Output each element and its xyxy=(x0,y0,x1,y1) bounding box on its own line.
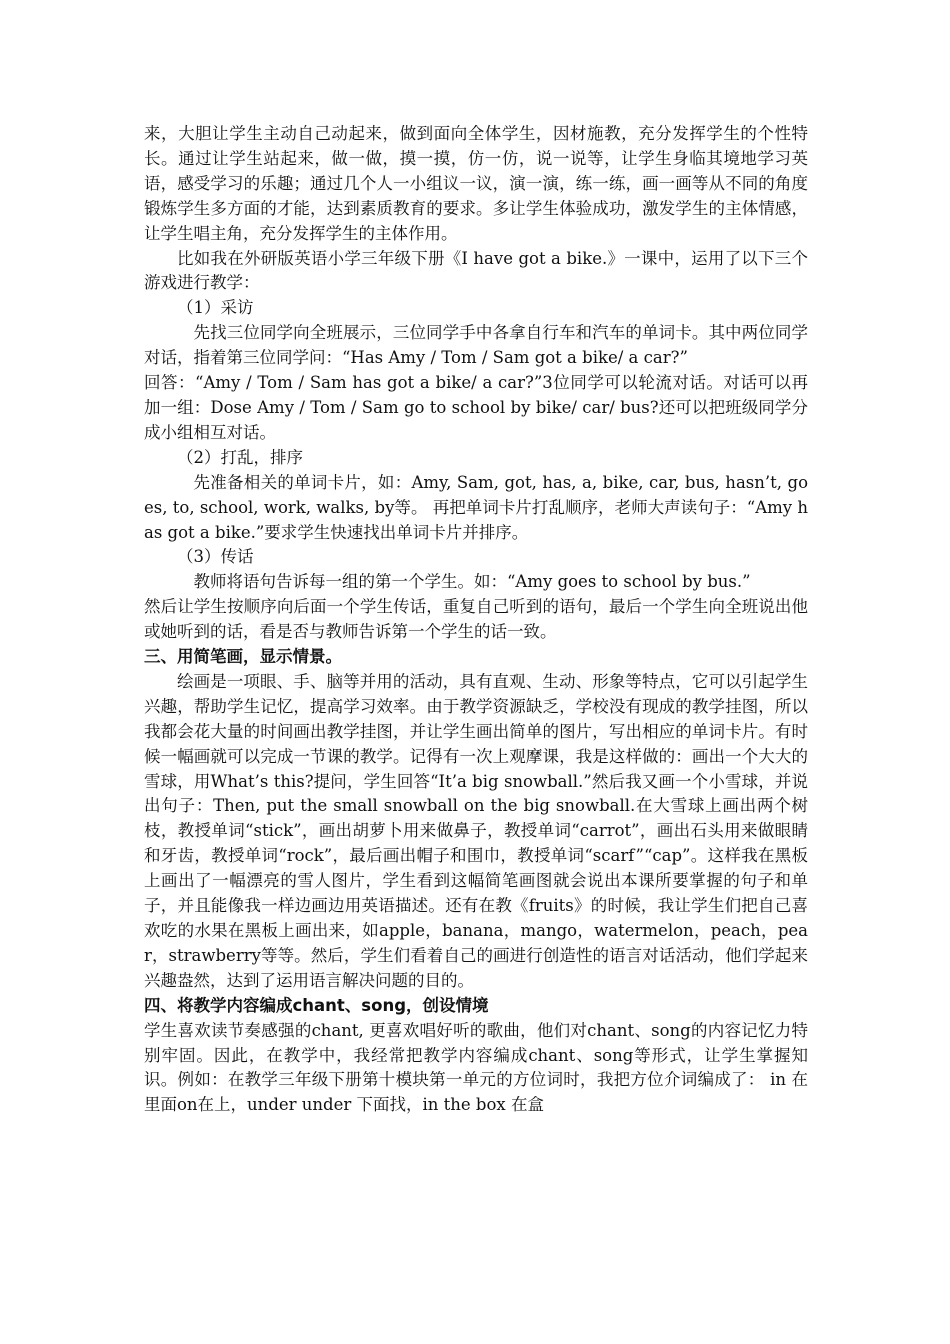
subheading-pass-message: （3）传话 xyxy=(177,547,254,567)
section-heading-chant-song: 四、将教学内容编成chant、song，创设情境 xyxy=(144,995,489,1015)
document-page xyxy=(144,122,808,1118)
paragraph-bike-lesson-intro: 比如我在外研版英语小学三年级下册《I have got a bike.》一课中，运用了以下三个游戏进行教学： xyxy=(144,248,808,293)
paragraph-student-participation: 来，大胆让学生主动自己动起来，做到面向全体学生，因材施教，充分发挥学生的个性特长。通过让学生站起来，做一做，摸一摸，仿一仿，说一说等，让学生身临其境地学习英语，感受学习的乐趣；通过几个人一小组议一议，演一演，练一练，画一画等从不同的角度锻炼学生多方面的才能，达到素质教育的要求。多让学生体验成功，激发学生的主体情感，让学生唱主角，充分发挥学生的主体作用。 xyxy=(144,124,808,243)
paragraph-drawing-body: 绘画是一项眼、手、脑等并用的活动，具有直观、生动、形象等特点，它可以引起学生兴趣，帮助学生记忆，提高学习效率。由于教学资源缺乏，学校没有现成的教学挂图，所以我都会花大量的时间画出教学挂图，并让学生画出简单的图片，写出相应的单词卡片。有时候一幅画就可以完成一节课的教学。记得有一次上观摩课，我是这样做的：画出一个大大的雪球，用What’s this?提问，学生回答“It’a big snowball.”然后我又画一个小雪球，并说出句子：Then, put the small snowball on the big snowball.在大雪球上画出两个树枝，教授单词“stick”，画出胡萝卜用来做鼻子，教授单词“carrot”，画出石头用来做眼睛和牙齿，教授单词“rock”，最后画出帽子和围巾，教授单词“scarf”“cap”。这样我在黑板上画出了一幅漂亮的雪人图片，学生看到这幅简笔画图就会说出本课所要掌握的句子和单子，并且能像我一样边画边用英语描述。还有在教《fruits》的时候，我让学生们把自己喜欢吃的水果在黑板上画出来，如apple，banana，mango，watermelon，peach，pear，strawberry等等。然后，学生们看着自己的画进行创造性的语言对话活动，他们学起来兴趣盎然，达到了运用语言解决问题的目的。 xyxy=(144,671,808,990)
subheading-interview: （1）采访 xyxy=(177,298,254,318)
section-heading-drawing: 三、用简笔画，显示情景。 xyxy=(144,647,342,667)
subheading-shuffle-sort: （2）打乱，排序 xyxy=(177,447,303,467)
paragraph-interview-answer: 回答：“Amy / Tom / Sam has got a bike/ a car?”3位同学可以轮流对话。对话可以再加一组：Dose Amy / Tom / Sam go to school by bike/ car/ bus?还可以把班级同学分成小组相互对话。 xyxy=(144,373,808,442)
paragraph-pass-message-result: 然后让学生按顺序向后面一个学生传话，重复自己听到的语句，最后一个学生向全班说出他或她听到的话，看是否与教师告诉第一个学生的话一致。 xyxy=(144,597,808,642)
paragraph-interview-steps: 先找三位同学向全班展示，三位同学手中各拿自行车和汽车的单词卡。其中两位同学对话，指着第三位同学问：“Has Amy / Tom / Sam got a bike/ a car?” xyxy=(144,323,808,368)
paragraph-pass-message-steps: 教师将语句告诉每一组的第一个学生。如：“Amy goes to school by bus.” xyxy=(193,572,751,592)
paragraph-chant-song-body: 学生喜欢读节奏感强的chant, 更喜欢唱好听的歌曲，他们对chant、song的内容记忆力特别牢固。因此，在教学中，我经常把教学内容编成chant、song等形式，让学生掌握知识。例如：在教学三年级下册第十模块第一单元的方位词时，我把方位介词编成了： in 在里面on在上，under under 下面找，in the box 在盒 xyxy=(144,1020,808,1115)
paragraph-shuffle-sort-steps: 先准备相关的单词卡片，如：Amy, Sam, got, has, a, bike, car, bus, hasn’t, goes, to, school, work, walks, by等。 再把单词卡片打乱顺序，老师大声读句子：“Amy has got a bike.”要求学生快速找出单词卡片并排序。 xyxy=(144,472,808,542)
